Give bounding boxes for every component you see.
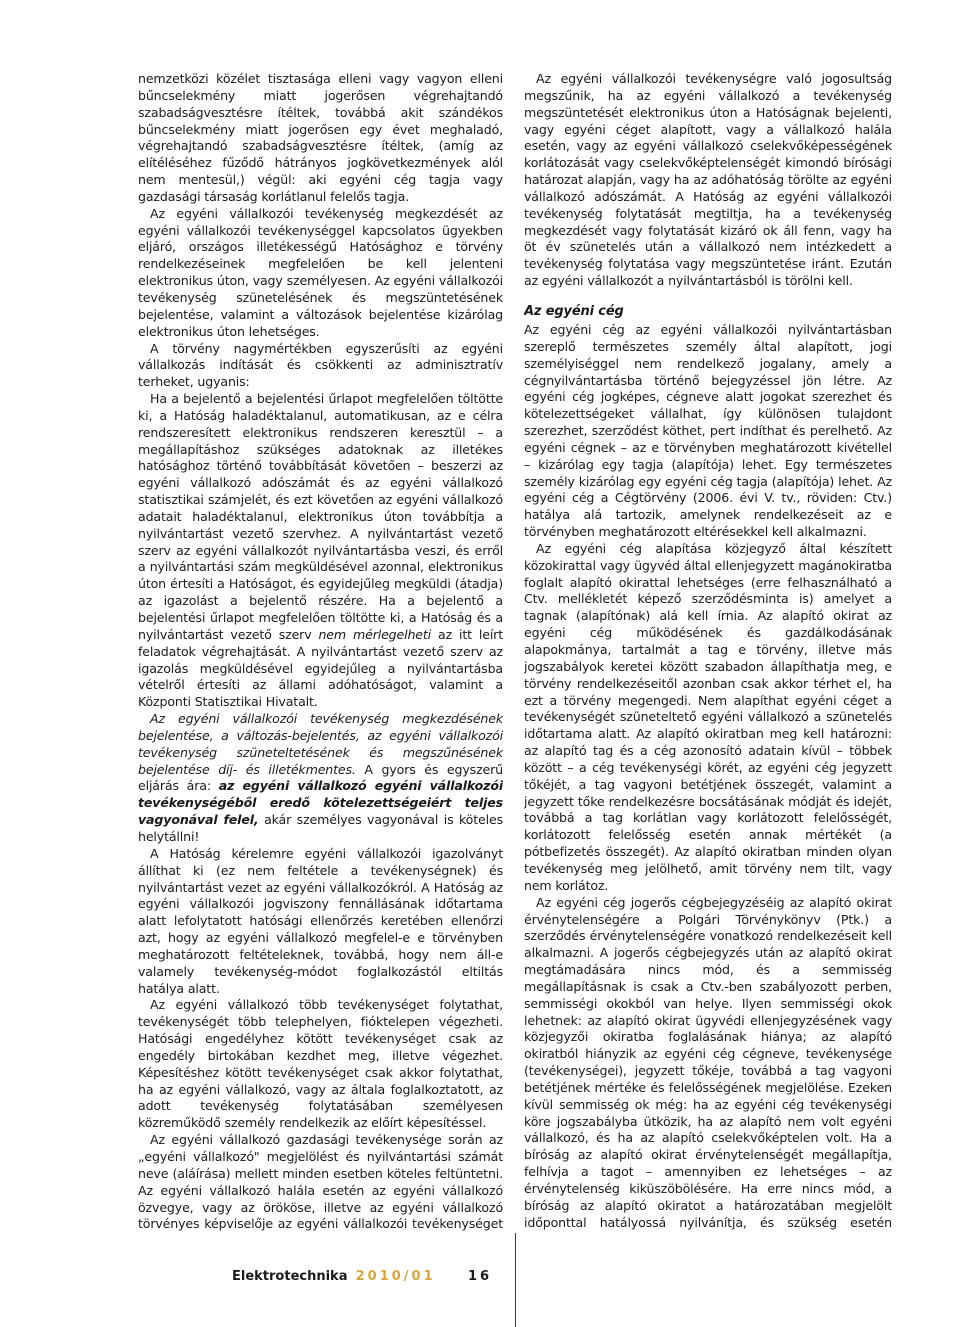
footer-divider: [515, 1233, 516, 1327]
paragraph: Az egyéni vállalkozói tevékenység megkezdését az egyéni vállalkozói tevékenységgel kapcsolatos ügyekben eljáró, országos illetékességű Hatósághoz e törvény rendelkezéseinek megfelelően be kell jelenteni elektronikus úton, vagy személyesen. Az egyéni vállalkozói tevékenység szünetelésének és megszüntetésének bejelentése, valamint a változások bejelentése kizárólag elektronikus úton lehetséges.: [138, 205, 503, 339]
paragraph: [138, 391, 503, 711]
text-run: akár személyes vagyonával is köteles helytállni!: [138, 812, 503, 844]
text-run: A gyors és egyszerű eljárás ára:: [138, 761, 503, 794]
right-column: [524, 71, 892, 1231]
bold-italic-text: az egyéni vállalkozó egyéni vállalkozói tevékenységéből eredő kötelezettségeiért teljes vagyonával felel,: [138, 778, 503, 828]
paragraph: [138, 711, 503, 846]
issue-number: 2010/01: [355, 1269, 436, 1284]
page-footer: [232, 1268, 493, 1286]
italic-text: nem mérlegelheti: [318, 626, 432, 642]
paragraph: A Hatóság kérelemre egyéni vállalkozói igazolványt állíthat ki (ez nem feltétele a tevékenységnek) és nyilvántartást vezet az egyéni vállalkozókról. A Hatóság az egyéni vállalkozói jogviszony fennállásának időtartama alatt lefolytatott hatósági ellenőrzés keretében ellenőrzi azt, hogy az egyéni vállalkozó megfelel-e e törvényben meghatározott feltételeknek, továbbá, hogy nem áll-e valamely tevékenység-módot foglalkozástól eltiltás hatálya alatt.: [138, 845, 503, 996]
left-column: [138, 71, 503, 1231]
italic-text: Az egyéni vállalkozói tevékenység megkezdésének bejelentése, a változás-bejelentés, az egyéni vállalkozói tevékenység szüneteltetésének és megszűnésének bejelentése díj- és illetékmentes.: [138, 711, 503, 777]
text-run: az itt leírt feladatok végrehajtását. A nyilvántartást vezető szerv az igazolás megküldésével egyidejűleg a nyilvántartásba vételről értesíti az állami adóhatóságot, valamint a Központi Statisztikai Hivatalt.: [138, 626, 503, 710]
paragraph: A törvény nagymértékben egyszerűsíti az egyéni vállalkozás indítását és csökkenti az adminisztratív terheket, ugyanis:: [138, 340, 503, 390]
magazine-title: Elektrotechnika: [232, 1269, 348, 1284]
paragraph: Az egyéni vállalkozó gazdasági tevékenysége során az „egyéni vállalkozó" megjelölést és nyilvántartási számát neve (aláírása) mellett minden esetben köteles feltüntetni. Az egyéni vállalkozó halála esetén az egyéni vállalkozó özvegye, vagy az örököse, illetve az egyéni vállalkozó törvényes képviselője az egyéni vállalkozói tevékenységet: [138, 1132, 503, 1231]
page-number: 16: [468, 1269, 493, 1284]
text-run: Ha a bejelentő a bejelentési űrlapot megfelelően töltötte ki, a Hatóság haladéktalanul, automatikusan, az e célra rendszeresített elektronikus rendszeren keresztül – a megállapításhoz szükséges adatoknak az illetékes hatósághoz történő továbbítását követően – beszerzi az egyéni vállalkozó adószámát és az egyéni vállalkozó statisztikai számjelét, és ezt követően az egyéni vállalkozó adatait haladéktalanul, elektronikus úton továbbítja a nyilvántartást vezető szervhez. A nyilvántartást vezető szerv az egyéni vállalkozót nyilvántartásba veszi, és erről a nyilvántartási szám megküldésével azonnal, elektronikus úton értesíti a Hatóságot, és egyidejűleg megküldi (átadja) az igazolást a bejelentő részére. Ha a bejelentő a bejelentési űrlapot megfelelően töltötte ki, a Hatóság és a nyilvántartást vezető szerv: [138, 391, 503, 642]
section-heading: Az egyéni cég: [524, 303, 624, 319]
paragraph: Az egyéni cég az egyéni vállalkozói nyilvántartásban szereplő természetes személy által alapított, jogi személyiséggel nem rendelkező jogalany, amely a cégnyilvántartásba történő bejegyzéssel jön létre. Az egyéni cég jogképes, cégneve alatt jogokat szerezhet és kötelezettségeket vállalhat, így különösen tulajdont szerezhet, szerződést köthet, pert indíthat és perelhető. Az egyéni cégnek – az e törvényben meghatározott kivétellel – kizárólag egy tagja (alapítója) lehet. Egy természetes személy kizárólag egy egyéni cég tagja (alapítója) lehet. Az egyéni cég a Cégtörvény (2006. évi V. tv., röviden: Ctv.) hatálya alá tartozik, amelynek rendelkezéseit az e törvényben meghatározott eltérésekkel kell alkalmazni.: [524, 321, 892, 540]
paragraph: Az egyéni vállalkozó több tevékenységet folytathat, tevékenységét több telephelyen, fióktelepen végezheti. Hatósági engedélyhez kötött tevékenységet csak az engedély birtokában kezdhet meg, illetve végezhet. Képesítéshez kötött tevékenységet csak akkor folytathat, ha az egyéni vállalkozó, vagy az általa foglalkoztatott, az adott tevékenység folytatásában személyesen közreműködő személy rendelkezik az előírt képesítéssel.: [138, 997, 503, 1131]
paragraph: Az egyéni cég alapítása közjegyző által készített közokirattal vagy ügyvéd által ellenjegyzett magánokiratba foglalt alapító okirattal lehetséges (erre felhasználható a Ctv. mellékletét képező szerződésminta is) amelyet a tagnak (alapítónak) alá kell írnia. Az alapító okirat az egyéni cég működésének és gazdálkodásának alapokmánya, tartalmát a tag e törvény, illetve más jogszabályok keretei között szabadon állapíthatja meg, e törvény rendelkezéseitől azonban csak akkor térhet el, ha ezt a törvény megengedi. Nem alapíthat egyéni céget a tevékenységét szüneteltető egyéni vállalkozó a szünetelés időtartama alatt. Az alapító okiratban meg kell határozni: az alapító tag és a cég azonosító adatain kívül – többek között – a cég tevékenységi körét, az egyéni cég jegyzett tőkéjét, a tag vagyoni betétjének összegét, valamint a jegyzett tőke rendelkezésre bocsátásának módját és idejét, továbbá a tag korlátlan vagy korlátozott felelősségét, korlátozott felelősség esetén annak mértékét (a pótbefizetés összegét). Az alapító okiratban minden olyan tevékenység meg jelölhető, amit törvény nem tilt, vagy nem korlátoz.: [524, 540, 892, 893]
paragraph: nemzetközi közélet tisztasága elleni vagy vagyon elleni bűncselekmény miatt jogerősen végrehajtandó szabadságvesztésre ítéltek, továbbá akit szándékos bűncselekmény miatt jogerősen egy évet meghaladó, végrehajtandó szabadságvesztésre ítéltek, (amíg az elítéléséhez fűződő hátrányos jogkövetkezmények alól nem mentesül,) végül: aki egyéni cég tagja vagy gazdasági társaság korlátlanul felelős tagja.: [138, 71, 503, 204]
paragraph: Az egyéni vállalkozói tevékenységre való jogosultság megszűnik, ha az egyéni vállalkozó a tevékenység megszüntetését elektronikus úton a Hatóságnak bejelenti, vagy egyéni céget alapított, vagy a vállalkozó halála esetén, vagy az egyéni vállalkozó cselekvőképességének korlátozását vagy cselekvőképtelenségét kimondó bírósági határozat alapján, vagy ha az adóhatóság törölte az egyéni vállalkozó adószámát. A Hatóság az egyéni vállalkozói tevékenység folytatását megtiltja, ha a tevékenység megkezdését vagy folytatását kizáró ok áll fenn, vagy ha öt év szünetelés után a vállalkozó nem intézkedett a tevékenység folytatása vagy megszüntetése iránt. Ezután az egyéni vállalkozót a nyilvántartásból is törölni kell.: [524, 71, 892, 289]
paragraph: Az egyéni cég jogerős cégbejegyzéséig az alapító okirat érvénytelenségére a Polgári Törvénykönyv (Ptk.) a szerződés érvénytelenségére vonatkozó rendelkezéseit kell alkalmazni. A jogerős cégbejegyzés után az alapító okirat megtámadására nincs mód, és a semmisség megállapításnak is csak a Ctv.-ben szabályozott perben, semmisségi okokból van helye. Ilyen semmisségi okok lehetnek: az alapító okirat ügyvédi ellenjegyzésének vagy közjegyzői okiratba foglalásának hiánya; az alapító okiratból hiányzik az egyéni cég cégneve, tevékenysége (tevékenységei), jegyzett tőkéje, továbbá a tag vagyoni betétjének mértéke és felelősségének megjelölése. Ezeken kívül semmisség ok még: ha az egyéni cég tevékenységi köre jogszabályba ütközik, ha az alapító nem volt egyéni vállalkozó, és ha az alapító cselekvőképtelen volt. Ha a bíróság az alapító okirat érvénytelenségét megállapítja, felhívja a tagot – amennyiben ez lehetséges – az érvénytelenség kiküszöbölésére. Ha erre nincs mód, a bíróság az alapító okiratot a határozatában megjelölt időponttal hatályossá nyilvánítja, és szükség esetén: [524, 894, 892, 1230]
